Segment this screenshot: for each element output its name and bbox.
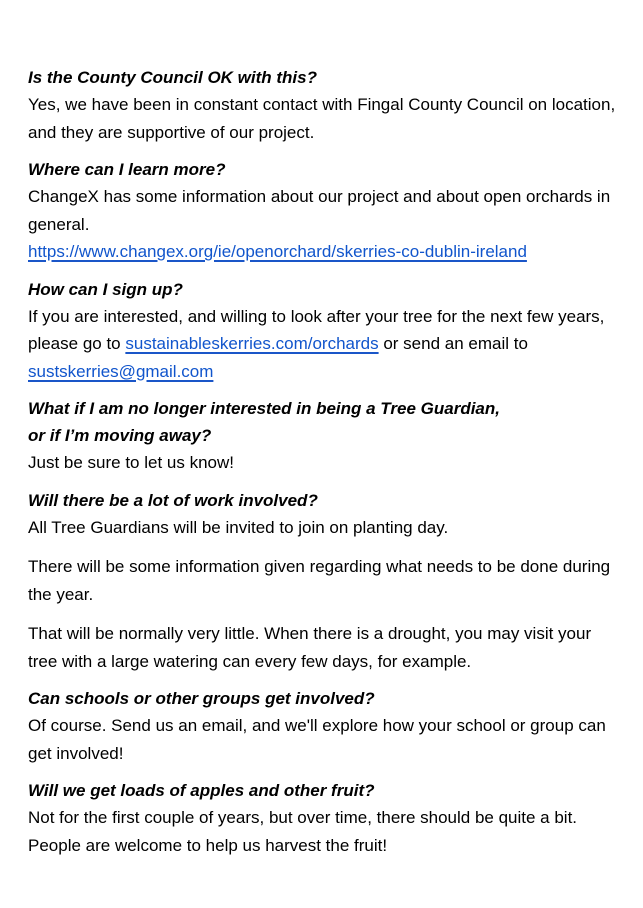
sign-up-text-middle: or send an email to [383, 334, 528, 353]
faq-item-schools [28, 685, 618, 767]
faq-answer: ChangeX has some information about our project and about open orchards in general. [28, 187, 611, 234]
faq-item-fruit [28, 777, 618, 859]
faq-answer-2: There will be some information given regarding what needs to be done during the year. [28, 557, 611, 604]
faq-question: Is the County Council OK with this? [28, 68, 317, 87]
changex-link-line [28, 238, 618, 266]
faq-question: Can schools or other groups get involved? [28, 689, 375, 708]
faq-answer-3: That will be normally very little. When there is a drought, you may visit your tree with a large watering can every few days, for example. [28, 624, 592, 671]
changex-link[interactable]: https://www.changex.org/ie/openorchard/skerries-co-dublin-ireland [28, 242, 527, 261]
faq-question-line-2: or if I’m moving away? [28, 426, 212, 445]
faq-question: How can I sign up? [28, 279, 183, 299]
faq-document [28, 64, 618, 869]
faq-answer: Not for the first couple of years, but over time, there should be quite a bit. People are welcome to help us harvest the fruit! [28, 808, 578, 855]
faq-answer: Yes, we have been in constant contact with Fingal County Council on location, and they are supportive of our project. [28, 95, 616, 142]
faq-item-work [28, 487, 618, 676]
sign-up-text-before: If you are interested, and willing to look after your tree for the next few years, please go to [28, 306, 605, 353]
faq-answer [28, 303, 618, 386]
faq-item-leaving [28, 395, 618, 477]
faq-item-sign-up [28, 276, 618, 386]
faq-answer: All Tree Guardians will be invited to join on planting day. [28, 517, 449, 537]
faq-question: Will there be a lot of work involved? [28, 490, 318, 510]
email-link[interactable]: sustskerries@gmail.com [28, 361, 214, 381]
faq-question: Will we get loads of apples and other fruit? [28, 781, 375, 800]
faq-item-learn-more [28, 156, 618, 266]
faq-question-line-1: What if I am no longer interested in being a Tree Guardian, [28, 399, 500, 418]
faq-question: Where can I learn more? [28, 160, 226, 179]
faq-item-council [28, 64, 618, 146]
orchards-link[interactable]: sustainableskerries.com/orchards [125, 334, 379, 353]
faq-answer: Just be sure to let us know! [28, 453, 234, 472]
faq-answer: Of course. Send us an email, and we'll explore how your school or group can get involved! [28, 716, 606, 763]
